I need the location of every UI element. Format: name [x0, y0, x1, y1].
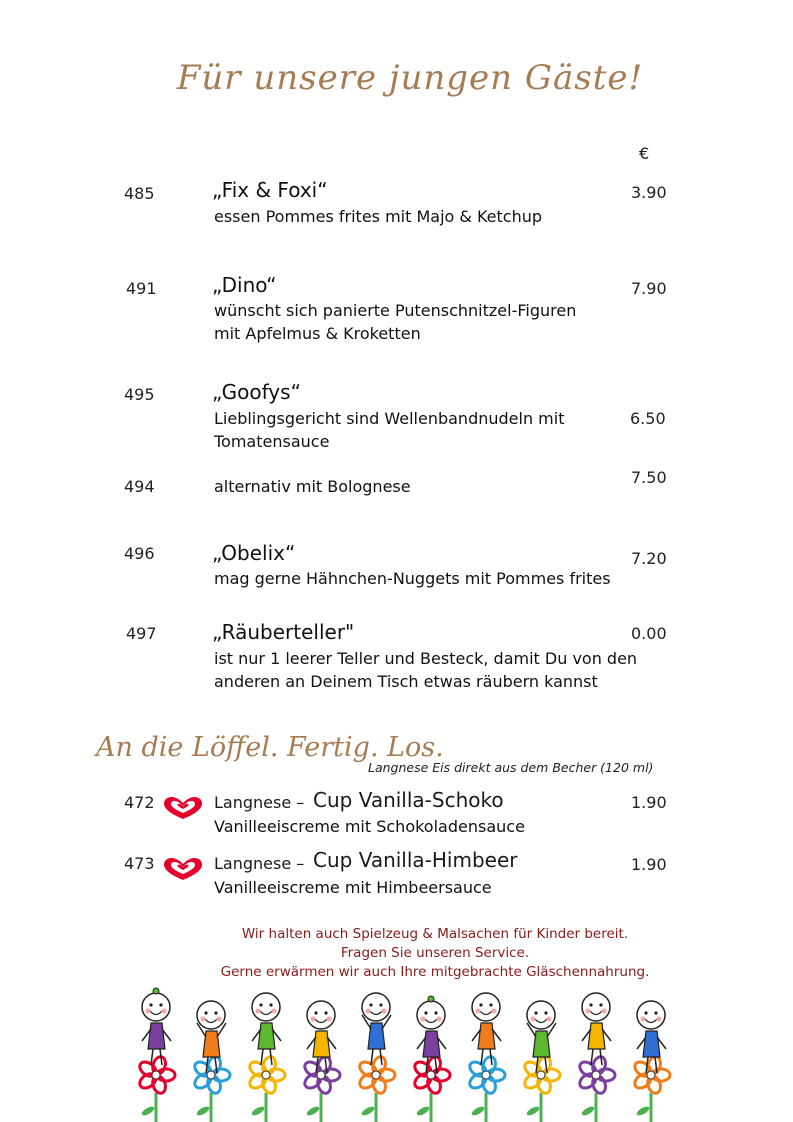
kids-on-flowers-illustration — [120, 985, 690, 1122]
kid-cheek — [162, 1009, 167, 1014]
kid-cheek — [201, 1017, 206, 1022]
item-number: 497 — [126, 624, 157, 643]
item-description: Tomatensauce — [214, 432, 330, 451]
item-number: 473 — [124, 854, 155, 873]
kid-eye — [544, 1011, 547, 1014]
flower-center — [427, 1071, 435, 1079]
item-number: 472 — [124, 793, 155, 812]
flower-center — [262, 1071, 270, 1079]
kid-cheek — [547, 1017, 552, 1022]
ice-description: Vanilleeiscreme mit Himbeersauce — [214, 878, 492, 897]
kid-cheek — [602, 1009, 607, 1014]
kid-head — [197, 1001, 225, 1029]
kid-eye — [654, 1011, 657, 1014]
kid-eye — [479, 1003, 482, 1006]
currency-label: € — [639, 144, 650, 163]
flower-center — [537, 1071, 545, 1079]
page-title: Für unsere jungen Gäste! — [176, 58, 644, 98]
item-name: „Räuberteller" — [212, 620, 355, 644]
kid-head — [417, 1001, 445, 1029]
item-description: ist nur 1 leerer Teller und Besteck, damit Du von den — [214, 649, 638, 668]
flower-leaf — [415, 1105, 430, 1117]
kid-cheek — [327, 1017, 332, 1022]
kid-head — [582, 993, 610, 1021]
flower-center — [482, 1071, 490, 1079]
flower-leaf — [360, 1105, 375, 1117]
kid-shirt — [478, 1023, 495, 1049]
kid-cheek — [256, 1009, 261, 1014]
kid-shirt — [643, 1031, 660, 1057]
kid-eye — [369, 1003, 372, 1006]
kid-cheek — [421, 1017, 426, 1022]
kid-cheek — [382, 1009, 387, 1014]
kid-eye — [434, 1011, 437, 1014]
item-number: 491 — [126, 279, 157, 298]
kid-cheek — [476, 1009, 481, 1014]
ice-description: Vanilleeiscreme mit Schokoladensauce — [214, 817, 525, 836]
notice-line: Fragen Sie unseren Service. — [340, 945, 530, 961]
kid-cheek — [366, 1009, 371, 1014]
item-price: 1.90 — [631, 793, 667, 812]
kid-head — [527, 1001, 555, 1029]
service-notice — [170, 925, 700, 982]
notice-line: Wir halten auch Spielzeug & Malsachen für Kinder bereit. — [241, 926, 629, 942]
flower-leaf — [250, 1105, 265, 1117]
kid-cheek — [531, 1017, 536, 1022]
kid-cheek — [217, 1017, 222, 1022]
ice-brand-label: Langnese – — [214, 854, 305, 873]
item-price: 3.90 — [631, 183, 667, 202]
kid-eye — [149, 1003, 152, 1006]
kid-eye — [644, 1011, 647, 1014]
kid-head — [362, 993, 390, 1021]
kid-eye — [534, 1011, 537, 1014]
kid-head — [252, 993, 280, 1021]
flower-leaf — [305, 1105, 320, 1117]
kid-cheek — [311, 1017, 316, 1022]
item-description: mag gerne Hähnchen-Nuggets mit Pommes frites — [214, 569, 611, 588]
notice-line: Gerne erwärmen wir auch Ihre mitgebrachte Gläschennahrung. — [220, 964, 650, 980]
dessert-section-note: Langnese Eis direkt aus dem Becher (120 ml) — [368, 760, 654, 775]
kid-shirt — [258, 1023, 275, 1049]
flower-center — [152, 1071, 160, 1079]
kid-eye — [204, 1011, 207, 1014]
flower-leaf — [580, 1105, 595, 1117]
item-number: 485 — [124, 184, 155, 203]
kid-hair-bow — [428, 996, 434, 1002]
flower-leaf — [525, 1105, 540, 1117]
item-price: 7.20 — [631, 549, 667, 568]
langnese-heart-icon — [161, 795, 205, 821]
flower-leaf — [140, 1105, 155, 1117]
item-price: 6.50 — [630, 409, 666, 428]
kid-head — [472, 993, 500, 1021]
flower-leaf — [470, 1105, 485, 1117]
kid-shirt — [203, 1031, 220, 1057]
kid-shirt — [423, 1031, 440, 1057]
flower-center — [647, 1071, 655, 1079]
flower-center — [207, 1071, 215, 1079]
kid-cheek — [437, 1017, 442, 1022]
item-name: „Dino“ — [212, 273, 277, 297]
item-number: 496 — [124, 544, 155, 563]
ice-product-name: Cup Vanilla-Himbeer — [313, 848, 518, 872]
kid-eye — [589, 1003, 592, 1006]
kid-shirt — [148, 1023, 165, 1049]
item-number: 494 — [124, 477, 155, 496]
kid-shirt — [368, 1023, 385, 1049]
kid-eye — [259, 1003, 262, 1006]
kid-cheek — [272, 1009, 277, 1014]
kid-shirt — [313, 1031, 330, 1057]
item-description: wünscht sich panierte Putenschnitzel-Figuren — [214, 301, 577, 320]
kid-hair-bow — [153, 988, 159, 994]
ice-brand-label: Langnese – — [214, 793, 305, 812]
langnese-heart-icon — [161, 856, 205, 882]
kid-head — [307, 1001, 335, 1029]
kid-eye — [314, 1011, 317, 1014]
item-price: 7.90 — [631, 279, 667, 298]
item-description: mit Apfelmus & Kroketten — [214, 324, 421, 343]
kid-cheek — [492, 1009, 497, 1014]
kid-eye — [269, 1003, 272, 1006]
flower-center — [592, 1071, 600, 1079]
kid-cheek — [641, 1017, 646, 1022]
kid-cheek — [586, 1009, 591, 1014]
kid-shirt — [588, 1023, 605, 1049]
item-price: 1.90 — [631, 855, 667, 874]
ice-product-name: Cup Vanilla-Schoko — [313, 788, 504, 812]
kid-eye — [599, 1003, 602, 1006]
item-description: essen Pommes frites mit Majo & Ketchup — [214, 207, 543, 226]
kid-eye — [324, 1011, 327, 1014]
kid-cheek — [657, 1017, 662, 1022]
kid-cheek — [146, 1009, 151, 1014]
kid-eye — [489, 1003, 492, 1006]
dessert-section-title: An die Löffel. Fertig. Los. — [96, 732, 444, 763]
kid-eye — [379, 1003, 382, 1006]
item-description: alternativ mit Bolognese — [214, 477, 411, 496]
kid-eye — [159, 1003, 162, 1006]
item-number: 495 — [124, 385, 155, 404]
kid-head — [142, 993, 170, 1021]
item-name: „Obelix“ — [212, 541, 296, 565]
kid-head — [637, 1001, 665, 1029]
flower-leaf — [635, 1105, 650, 1117]
item-description: Lieblingsgericht sind Wellenbandnudeln mit — [214, 409, 565, 428]
flower-center — [372, 1071, 380, 1079]
item-description: anderen an Deinem Tisch etwas räubern kannst — [214, 672, 598, 691]
item-price: 0.00 — [631, 624, 667, 643]
kid-eye — [214, 1011, 217, 1014]
flower-leaf — [195, 1105, 210, 1117]
item-name: „Goofys“ — [212, 380, 301, 404]
item-name: „Fix & Foxi“ — [212, 178, 328, 202]
flower-center — [317, 1071, 325, 1079]
kid-eye — [424, 1011, 427, 1014]
kid-shirt — [533, 1031, 550, 1057]
item-price: 7.50 — [631, 468, 667, 487]
